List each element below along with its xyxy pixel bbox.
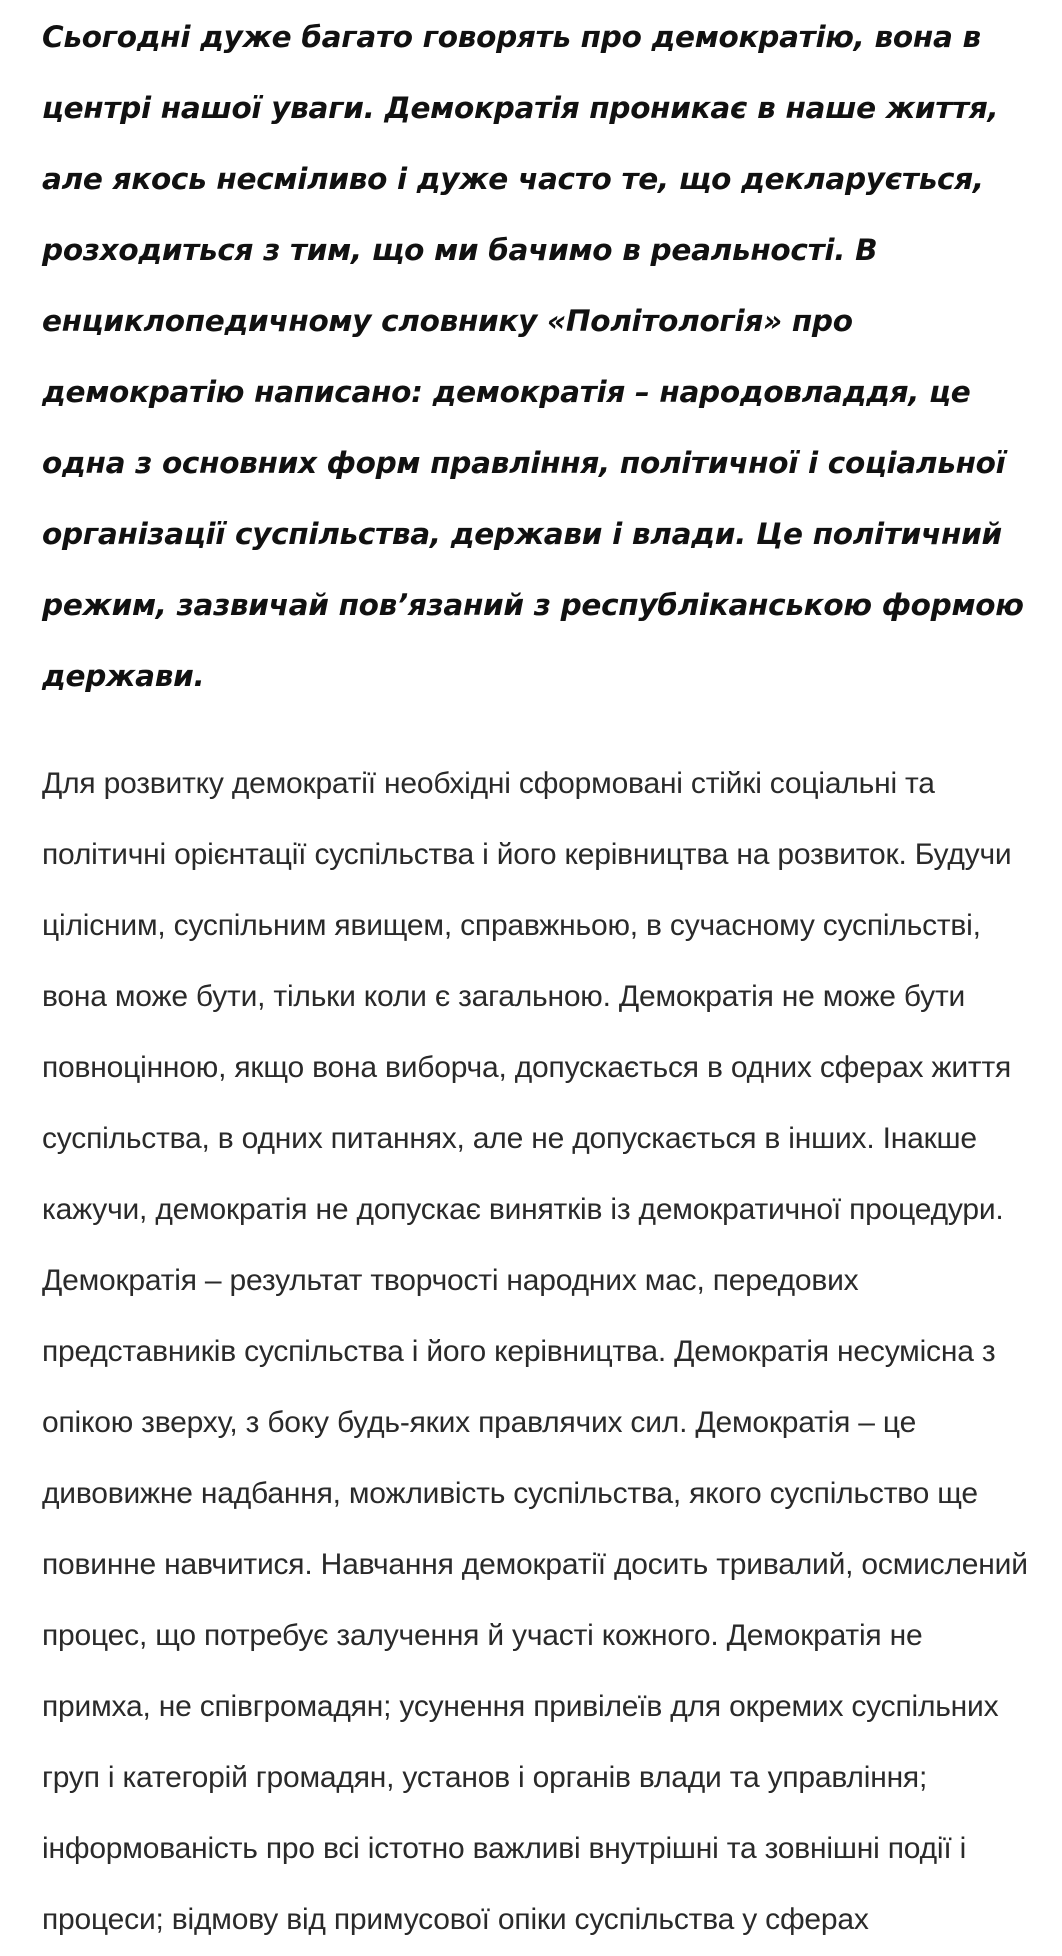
article (42, 0, 1032, 1955)
body-paragraph: Для розвитку демократії необхідні сформовані стійкі соціальні та політичні орієнтації суспільства і його керівництва на розвиток. Будучи цілісним, суспільним явищем, справжньою, в сучасному суспільстві, вона може бути, тільки коли є загальною. Демократія не може бути повноцінною, якщо вона виборча, допускається в одних сферах життя суспільства, в одних питаннях, але не допускається в інших. Інакше кажучи, демократія не допускає винятків із демократичної процедури. Демократія – результат творчості народних мас, передових представників суспільства і його керівництва. Демократія несумісна з опікою зверху, з боку будь-яких правлячих сил. Демократія – це дивовижне надбання, можливість суспільства, якого суспільство ще повинне навчитися. Навчання демократії досить тривалий, осмислений процес, що потребує залучення й участі кожного. Демократія не примха, не співгромадян; усунення привілеїв для окремих суспільних груп і категорій громадян, установ і органів влади та управління; інформованість про всі істотно важливі внутрішні та зовнішні події і процеси; відмову від примусової опіки суспільства у сферах (42, 767, 1028, 1936)
lead-paragraph: Сьогодні дуже багато говорять про демократію, вона в центрі нашої уваги. Демократія проникає в наше життя, але якось несміливо і дуже часто те, що декларується, розходиться з тим, що ми бачимо в реальності. В енциклопедичному словнику «Політологія» про демократію написано: демократія – народовладдя, це одна з основних форм правління, політичної і соціальної організації суспільства, держави і влади. Це політичний режим, зазвичай пов’язаний з республіканською формою держави. (42, 20, 1024, 693)
